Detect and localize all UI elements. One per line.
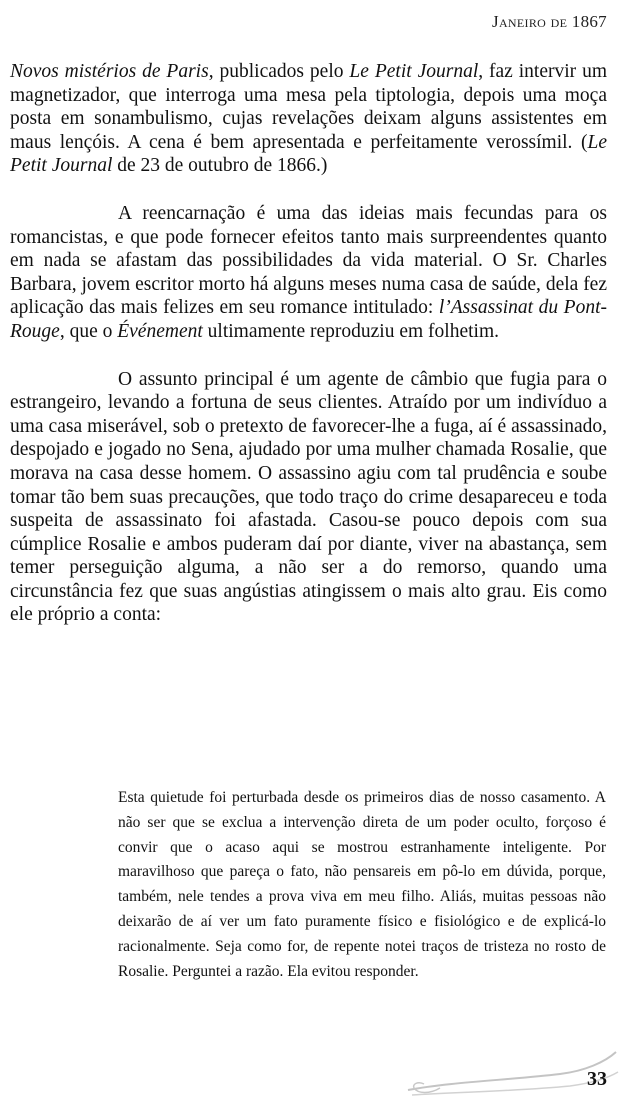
book-title: Novos mistérios de Paris bbox=[10, 61, 209, 82]
page-number: 33 bbox=[587, 1068, 607, 1090]
text-run: , que o bbox=[59, 320, 118, 342]
running-head: Janeiro de 1867 bbox=[492, 12, 607, 31]
text-run: , faz intervir um magnetizador, que interroga uma mesa pela tiptologia, depois uma moça posta em sonambulismo, cujas revelações deixam alguns assistentes em maus lençóis. A cena é bem apresentada e perfeitamente verossímil. ( bbox=[10, 61, 607, 153]
block-quote: Esta quietude foi perturbada desde os primeiros dias de nosso casamento. A não ser que se exclua a intervenção direta de um poder oculto, forçoso é convir que o acaso aqui se mostrou estranhamente inteligente. Por maravilhoso que pareça o fato, não pensareis em pô-lo em dúvida, porque, também, nele tendes a prova viva em meu filho. Aliás, muitas pessoas não deixarão de aí ver um fato puramente físico e fisiológico e de explicá-lo racionalmente. Seja como for, de repente notei traços de tristeza no rosto de Rosalie. Perguntei a razão. Ela evitou responder. bbox=[118, 789, 606, 980]
body-text bbox=[10, 60, 607, 627]
newspaper-title: Le Petit Journal bbox=[10, 131, 607, 177]
paragraph-2 bbox=[10, 202, 607, 344]
text-run: , publicados pelo bbox=[208, 61, 350, 82]
newspaper-title: Événement bbox=[117, 320, 203, 342]
paragraph-1 bbox=[10, 60, 607, 178]
text-run: ultimamente reproduziu em folhetim. bbox=[202, 320, 499, 342]
paragraph-3: O assunto principal é um agente de câmbio que fugia para o estrangeiro, levando a fortuna de seus clientes. Atraído por um indivíduo a uma casa miserável, sob o pretexto de favorecer-lhe a fuga, aí é assassinado, despojado e jogado no Sena, ajudado por uma mulher chamada Rosalie, que morava na casa desse homem. O assassino agiu com tal prudência e soube tomar tão bem suas precauções, que todo traço do crime desapareceu e toda suspeita de assassinato foi afastada. Casou-se pouco depois com sua cúmplice Rosalie e ambos puderam daí por diante, viver na abastança, sem temer perseguição alguma, a não ser a do remorso, quando uma circunstância fez que suas angústias atingissem o mais alto grau. Eis como ele próprio a conta: bbox=[10, 368, 607, 626]
newspaper-title: Le Petit Journal bbox=[349, 61, 479, 82]
novel-title: l’Assassinat du Pont-Rouge bbox=[10, 297, 607, 342]
text-run: A reencarnação é uma das ideias mais fecundas para os romancistas, e que pode fornecer efeitos tanto mais surpreendentes quanto em nada se afastam das possibilidades da vida material. O Sr. Charles Barbara, jovem escritor morto há alguns meses numa casa de saúde, dela fez aplicação das mais felizes em seu romance intitulado: bbox=[10, 202, 607, 319]
text-run: de 23 de outubro de 1866.) bbox=[112, 155, 328, 177]
